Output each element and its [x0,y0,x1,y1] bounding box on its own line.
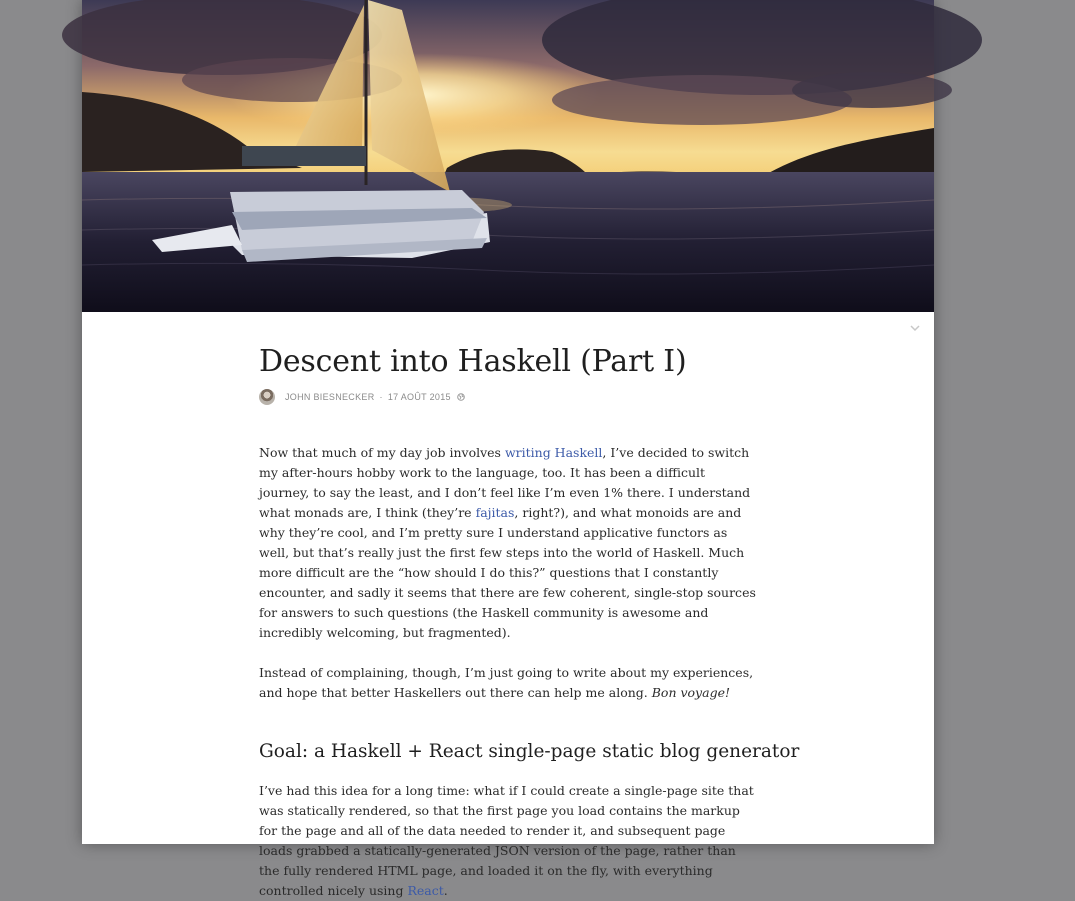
intro-text-1: Now that much of my day job involves [259,445,505,460]
react-link[interactable]: React [407,883,444,898]
intro-text-3: , right?), and what monoids are and why they’re cool, and I’m pretty sure I understand applicative functors as well, but that’s really just the first few steps into the world of Haskell. Much more difficult are the “how should I do this?” questions that I constantly encounter, and sadly it seems that there are few coherent, single-stop sources for answers to such questions (the Haskell community is awesome and incredibly welcoming, but fragmented). [259,505,756,640]
second-text: Instead of complaining, though, I’m just going to write about my experiences, and hope that better Haskellers out there can help me along. [259,665,754,700]
intro-text-2: , I’ve decided to switch my after-hours hobby work to the language, too. It has been a difficult journey, to say the least, and I don’t feel like I’m even 1% there. I understand what monads are, I think (they’re [259,445,751,520]
section-heading: Goal: a Haskell + React single-page static blog generator [259,741,800,762]
post-title: Descent into Haskell (Part I) [259,344,687,379]
collapse-chevron-icon[interactable] [908,321,922,335]
globe-icon [457,393,465,401]
article [259,342,800,901]
byline [259,385,759,409]
third-text-1: I’ve had this idea for a long time: what if I could create a single-page site that was statically rendered, so that the first page you load contains the markup for the page and all of the data needed to render it, and subsequent page loads grabbed a statically-generated JSON version of the page, rather than the fully rendered HTML page, and loaded it on the fly, with everything controlled nicely using [259,783,754,898]
fajitas-link[interactable]: fajitas [475,505,515,520]
post-date[interactable]: 17 AOÛT 2015 [387,392,451,402]
bon-voyage-text: Bon voyage! [651,685,730,700]
third-text-2: . [443,883,448,898]
intro-paragraph [259,443,759,643]
article-sheet [82,0,934,898]
byline-separator: · [379,392,383,402]
writing-haskell-link[interactable]: writing Haskell [504,445,603,460]
second-paragraph [259,663,759,703]
third-paragraph [259,781,759,901]
author-avatar[interactable] [259,389,275,405]
hero-image [82,0,934,312]
author-name[interactable]: JOHN BIESNECKER [285,392,375,402]
